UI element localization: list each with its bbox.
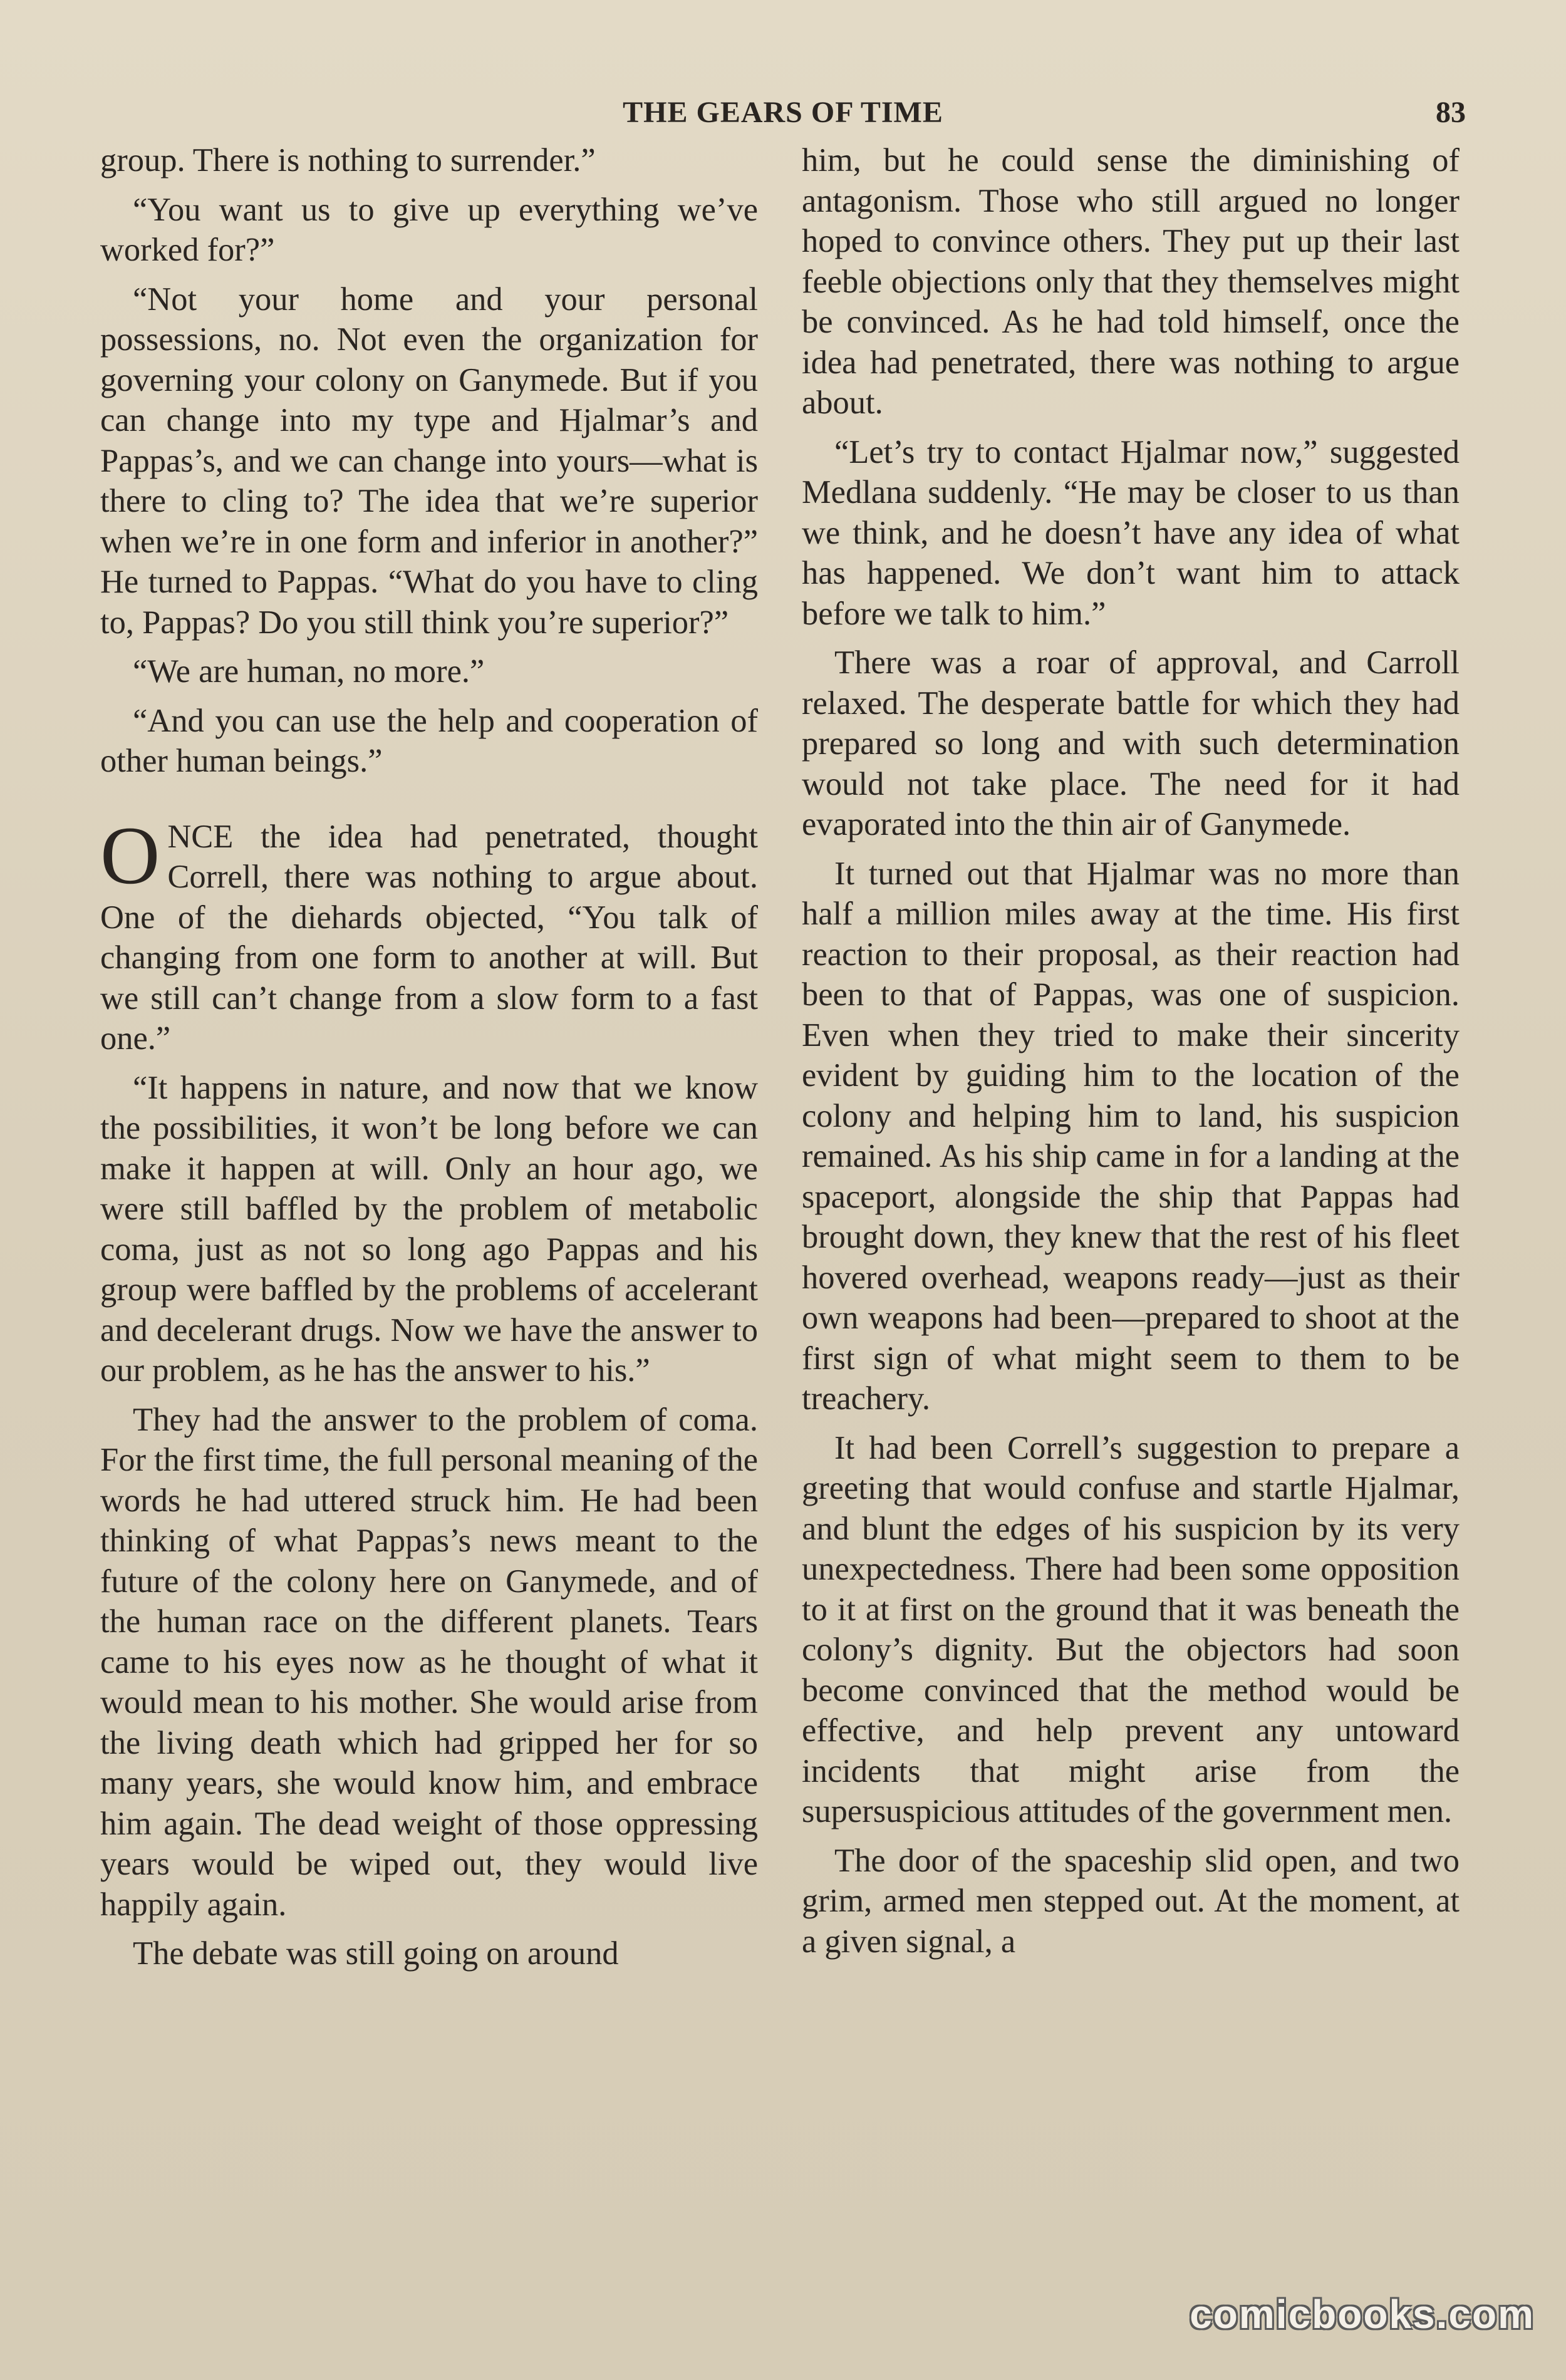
- paragraph: “It happens in nature, and now that we know the possibilities, it won’t be long before we can make it happen at will. Only an hour ago, we were still baffled by the problem of metabolic coma, just as not so long ago Pappas and his group were baffled by the problems of accelerant and decelerant drugs. Now we have the answer to our problem, as he has the answer to his.”: [100, 1069, 758, 1389]
- paragraph-text: NCE the idea had penetrated, thought Correll, there was nothing to argue about. One of the diehards objected, “You talk of changing from one form to another at will. But we still can’t change from a slow form to a fast one.”: [100, 818, 758, 1057]
- right-text-column: [802, 140, 1460, 2245]
- paragraph: The debate was still going on around: [133, 1935, 619, 1972]
- running-title: THE GEARS OF TIME: [623, 96, 943, 129]
- page-number: 83: [1436, 96, 1466, 129]
- paragraph: group. There is nothing to surrender.”: [100, 142, 596, 178]
- paragraph: There was a roar of approval, and Carroll relaxed. The desperate battle for which they had prepared so long and with such determination would not take place. The need for it had evaporated into the thin air of Ganymede.: [802, 644, 1460, 842]
- paragraph: “And you can use the help and cooperation of other human beings.”: [100, 702, 758, 779]
- paragraph: It had been Correll’s suggestion to prepare a greeting that would confuse and startle Hjalmar, and blunt the edges of his suspicion by its very unexpectedness. There had been some opposition to it at first on the ground that it was beneath the colony’s dignity. But the objectors had soon become convinced that the method would be effective, and help prevent any untoward incidents that might arise from the supersuspicious attitudes of the government men.: [802, 1429, 1460, 1829]
- paragraph: “We are human, no more.”: [133, 653, 485, 690]
- section-opening-paragraph: [100, 809, 758, 1059]
- running-header: [100, 94, 1466, 132]
- left-text-column: [100, 140, 758, 2245]
- paragraph: “Let’s try to contact Hjalmar now,” suggested Medlana suddenly. “He may be closer to us than we think, and he doesn’t have any idea of what has happened. We don’t want him to attack before we talk to him.”: [802, 433, 1460, 632]
- paragraph: It turned out that Hjalmar was no more than half a million miles away at the time. His first reaction to their proposal, as their reaction had been to that of Pappas, was one of suspicion. Even when they tried to make their sincerity evident by guiding him to the location of the colony and helping him to land, his suspicion remained. As his ship came in for a landing at the spaceport, alongside the ship that Pappas had brought down, they knew that the rest of his fleet hovered overhead, weapons ready—just as their own weapons had been—prepared to shoot at the first sign of what might seem to them to be treachery.: [802, 855, 1460, 1417]
- paragraph: The door of the spaceship slid open, and two grim, armed men stepped out. At the moment, at a given signal, a: [802, 1842, 1460, 1960]
- paragraph: him, but he could sense the diminishing of antagonism. Those who still argued no longer hoped to convince others. They put up their last feeble objections only that they themselves might be convinced. As he had told himself, once the idea had penetrated, there was nothing to argue about.: [802, 142, 1460, 421]
- drop-cap: O: [100, 809, 160, 901]
- paragraph: “You want us to give up everything we’ve worked for?”: [100, 191, 758, 268]
- paragraph: “Not your home and your personal possessions, no. Not even the organization for governing your colony on Ganymede. But if you can change into my type and Hjalmar’s and Pappas’s, and we can change into yours—what is there to cling to? The idea that we’re superior when we’re in one form and inferior in another?” He turned to Pappas. “What do you have to cling to, Pappas? Do you still think you’re superior?”: [100, 281, 758, 641]
- paragraph: They had the answer to the problem of coma. For the first time, the full personal meaning of the words he had uttered struck him. He had been thinking of what Pappas’s news meant to the future of the colony here on Ganymede, and of the human race on the different planets. Tears came to his eyes now as he thought of what it would mean to his mother. She would arise from the living death which had gripped her for so many years, she would know him, and embrace him again. The dead weight of those oppressing years would be wiped out, they would live happily again.: [100, 1401, 758, 1923]
- site-watermark: comicbooks.com: [1190, 2292, 1535, 2337]
